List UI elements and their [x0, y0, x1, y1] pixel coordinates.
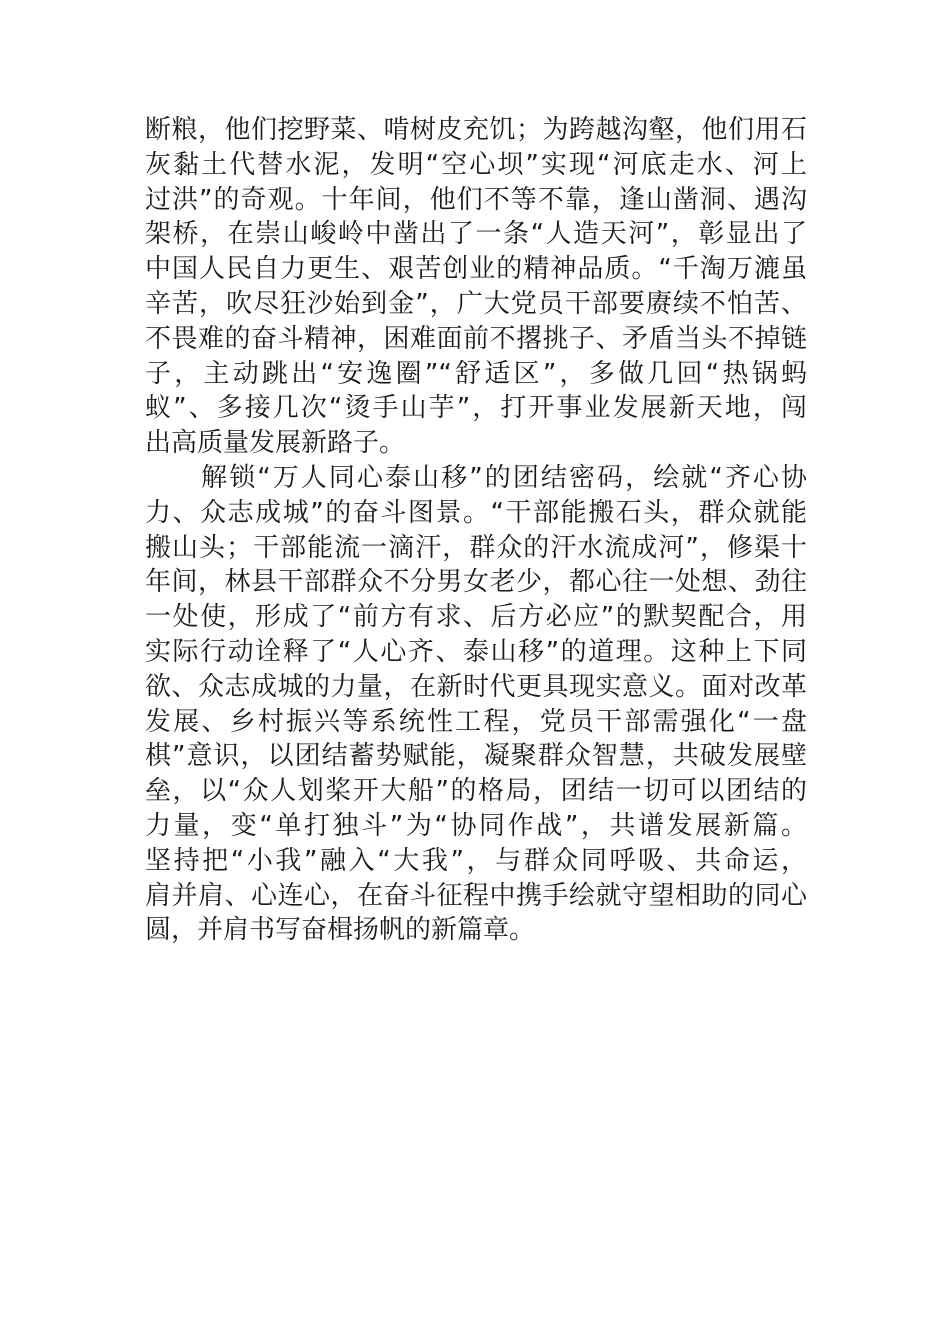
- text-line: 棋”意识，以团结蓄势赋能，凝聚群众智慧，共破发展壁: [145, 741, 807, 772]
- text-line: 中国人民自力更生、艰苦创业的精神品质。“千淘万漉虽: [145, 254, 807, 285]
- text-line: 不畏难的奋斗精神，困难面前不撂挑子、矛盾当头不掉链: [145, 323, 807, 354]
- text-line: 架桥，在崇山峻岭中凿出了一条“人造天河”，彰显出了: [145, 219, 807, 250]
- text-line: 垒，以“众人划桨开大船”的格局，团结一切可以团结的: [145, 776, 807, 807]
- text-line: 力量，变“单打独斗”为“协同作战”，共谱发展新篇。: [145, 810, 807, 841]
- text-line: 断粮，他们挖野菜、啃树皮充饥；为跨越沟壑，他们用石: [145, 115, 807, 145]
- text-line: 搬山头；干部能流一滴汗，群众的汗水流成河”，修渠十: [145, 532, 807, 563]
- text-line: 发展、乡村振兴等系统性工程，党员干部需强化“一盘: [145, 706, 807, 737]
- text-line: 蚁”、多接几次“烫手山芋”，打开事业发展新天地，闯: [145, 393, 807, 424]
- text-line: 力、众志成城”的奋斗图景。“干部能搬石头，群众就能: [145, 497, 807, 528]
- text-line: 解锁“万人同心泰山移”的团结密码，绘就“齐心协: [145, 462, 807, 493]
- text-line: 欲、众志成城的力量，在新时代更具现实意义。面对改革: [145, 671, 807, 702]
- text-line: 出高质量发展新路子。: [145, 428, 406, 459]
- text-line: 肩并肩、心连心，在奋斗征程中携手绘就守望相助的同心: [145, 880, 807, 911]
- text-line: 子，主动跳出“安逸圈”“舒适区”，多做几回“热锅蚂: [145, 358, 807, 389]
- text-line: 过洪”的奇观。十年间，他们不等不靠，逢山凿洞、遇沟: [145, 184, 807, 215]
- text-line: 一处使，形成了“前方有求、后方必应”的默契配合，用: [145, 602, 807, 633]
- body-text: [145, 113, 807, 948]
- text-line: 实际行动诠释了“人心齐、泰山移”的道理。这种上下同: [145, 636, 807, 667]
- text-line: 灰黏土代替水泥，发明“空心坝”实现“河底走水、河上: [145, 149, 807, 180]
- text-line: 辛苦，吹尽狂沙始到金”，广大党员干部要赓续不怕苦、: [145, 288, 807, 319]
- text-line: 年间，林县干部群众不分男女老少，都心往一处想、劲往: [145, 567, 807, 598]
- text-line: 圆，并肩书写奋楫扬帆的新篇章。: [145, 915, 536, 946]
- text-line: 坚持把“小我”融入“大我”，与群众同呼吸、共命运，: [145, 845, 807, 876]
